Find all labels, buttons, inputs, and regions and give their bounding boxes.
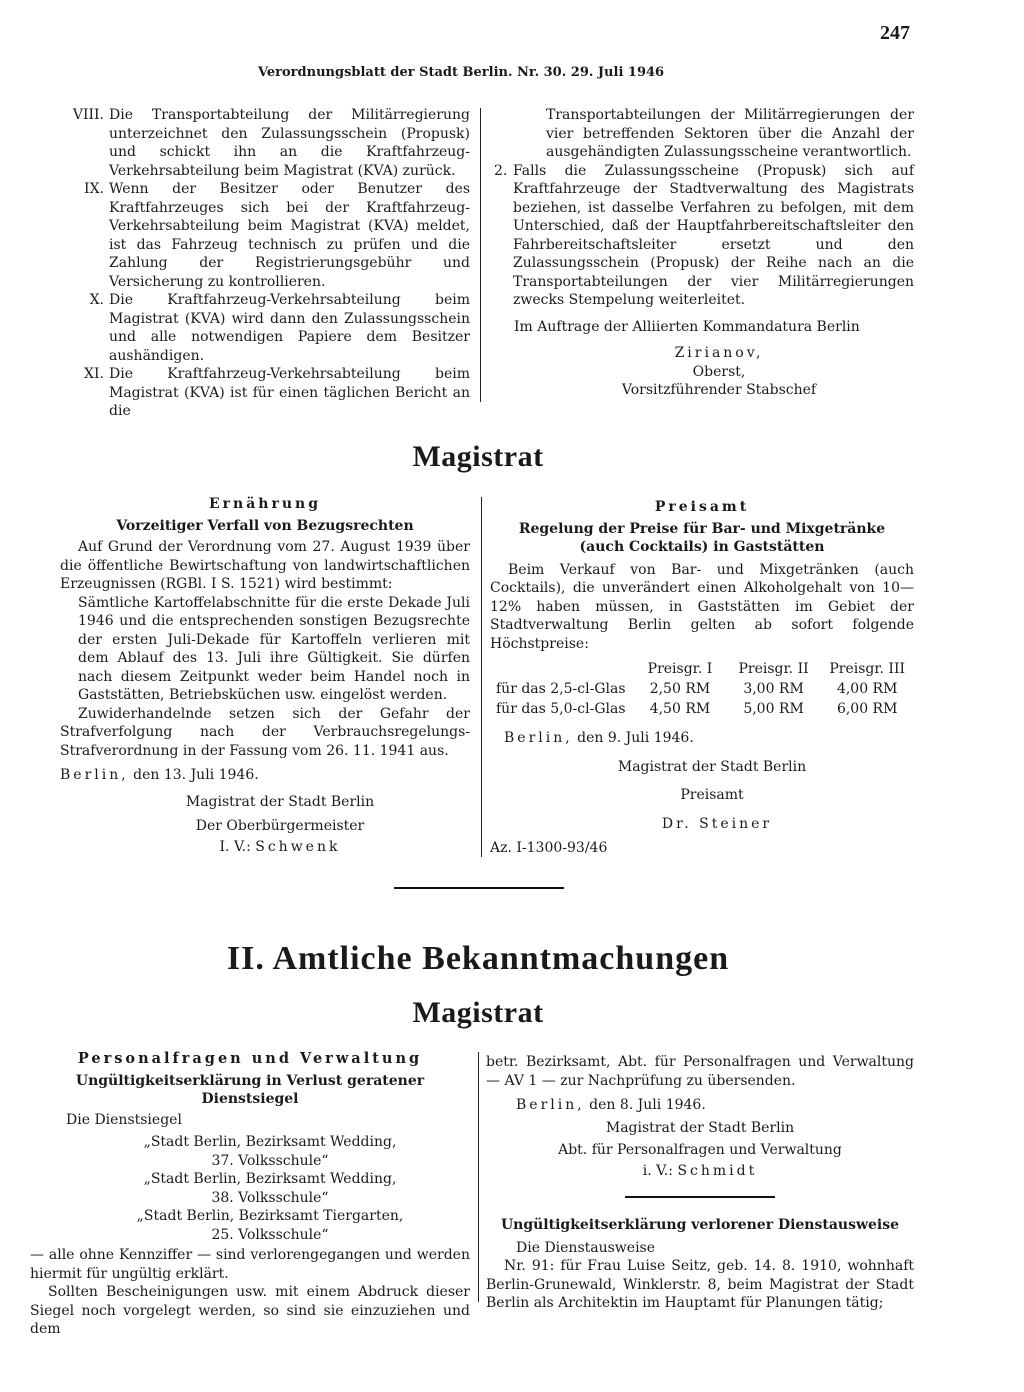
table-row: für das 5,0-cl-Glas 4,50 RM 5,00 RM 6,00 RM	[496, 701, 898, 717]
list-item: X. Die Kraftfahrzeug-Verkehrsabteilung beim Magistrat (KVA) wird dann den Zulassungsschein und alle notwendigen Papiere dem Besitzer aushändigen.	[89, 292, 470, 364]
paragraph: — alle ohne Kennziffer — sind verlorengegangen und werden hiermit für ungültig erklärt.	[30, 1247, 470, 1282]
table-row: für das 2,5-cl-Glas 2,50 RM 3,00 RM 4,00 RM	[496, 681, 898, 697]
signature-line: Magistrat der Stadt Berlin	[185, 793, 375, 810]
notice-title: Regelung der Preise für Bar- und Mixgetränke (auch Cocktails) in Gaststätten	[518, 520, 886, 555]
continuation-text: betr. Bezirksamt, Abt. für Personalfragen und Verwaltung — AV 1 — zur Nachprüfung zu übersenden.	[486, 1054, 914, 1089]
top-left-column	[68, 106, 470, 421]
signature-title: Vorsitzführender Stabschef	[621, 382, 817, 398]
paragraph: Zuwiderhandelnde setzen sich der Gefahr der Strafverfolgung nach der Verbrauchsregelungs-Strafverordnung in der Fassung vom 26. 11. 1941 aus.	[60, 705, 470, 759]
seal-notice-continued	[486, 1053, 914, 1313]
date-line: Berlin, den 8. Juli 1946.	[516, 1097, 706, 1113]
top-right-column	[494, 106, 914, 400]
paragraph: Auf Grund der Verordnung vom 27. August 1939 über die öffentliche Bewirtschaftung von landwirtschaftlichen Erzeugnissen (RGBl. I S. 1521) wird bestimmt:	[60, 539, 470, 592]
list-item: „Stadt Berlin, Bezirksamt Tiergarten, 25. Volksschule“	[136, 1208, 404, 1243]
signature-line: Magistrat der Stadt Berlin	[605, 1119, 795, 1136]
notice-title: Vorzeitiger Verfall von Bezugsrechten	[116, 517, 414, 534]
paragraph: Sämtliche Kartoffelabschnitte für die erste Dekade Juli 1946 und die entsprechenden sonstigen Bezugsrechte der ersten Juli-Dekade für Kartoffeln verlieren mit dem Ablauf des 13. Juli ihre Gültigkeit. Sie dürfen nach diesem Zeitpunkt weder beim Handel noch in Gaststätten, Betriebsküchen usw. eingelöst werden.	[78, 594, 470, 703]
authority-line: Im Auftrage der Alliierten Kommandatura Berlin	[514, 318, 860, 335]
section-heading: Magistrat	[412, 996, 544, 1029]
signature-line: Der Oberbürgermeister	[195, 818, 365, 834]
price-notice	[490, 498, 914, 858]
column-divider	[478, 1052, 479, 1302]
list-item: 2. Falls die Zulassungsscheine (Propusk) sich auf Kraftfahrzeuge der Stadtverwaltung des Magistrats beziehen, ist dasselbe Verfahren zu befolgen, mit dem Unterschied, daß der Hauptfahrbereitschaftsleiter den Fahrbereitschaftsleiter ersetzt und den Zulassungsschein (Propusk) der Reihe nach an die Transportabteilungen der vier Militärregierungen zwecks Stempelung weiterleitet.	[494, 162, 914, 308]
paragraph: Beim Verkauf von Bar- und Mixgetränken (auch Cocktails), die unverändert einen Alkoholgehalt von 10—12% haben müssen, in Gaststätten im Gebiet der Stadtverwaltung Berlin gelten ab sofort folgende Höchstpreise:	[490, 561, 914, 652]
signature-line: i. V.: Schmidt	[642, 1162, 758, 1179]
signature-rank: Oberst,	[692, 363, 746, 380]
list-item: IX. Wenn der Besitzer oder Benutzer des Kraftfahrzeuges sich bei der Kraftfahrzeug-Verkehrsabteilung beim Magistrat (KVA) meldet, ist das Fahrzeug technisch zu prüfen und die Zahlung der Registrierungsgebühr und Versicherung zu kontrollieren.	[84, 181, 470, 290]
running-title: Verordnungsblatt der Stadt Berlin. Nr. 30. 29. Juli 1946	[258, 65, 665, 80]
department-title: Ernährung	[209, 496, 321, 512]
section-heading: Magistrat	[412, 440, 544, 473]
paragraph: Sollten Bescheinigungen usw. mit einem Abdruck dieser Siegel noch vorgelegt werden, so sind sie einzuziehen und dem	[30, 1284, 470, 1337]
part-heading: II. Amtliche Bekanntmachungen	[226, 940, 730, 977]
food-notice	[60, 495, 470, 856]
seal-list	[30, 1133, 420, 1244]
list-item: „Stadt Berlin, Bezirksamt Wedding, 37. Volksschule“	[143, 1134, 397, 1169]
list-item: „Stadt Berlin, Bezirksamt Wedding, 38. Volksschule“	[143, 1171, 397, 1206]
page-number: 247	[880, 22, 910, 44]
notice-title: Ungültigkeitserklärung verlorener Dienstausweise	[500, 1217, 900, 1233]
paragraph: Die Dienstausweise	[516, 1239, 656, 1256]
signature-name: Zirianov,	[674, 345, 764, 361]
list-item: VIII. Die Transportabteilung der Militärregierung unterzeichnet den Zulassungsschein (Propusk) und schickt ihn an die Kraftfahrzeug-Verkehrsabteilung beim Magistrat (KVA) zurück.	[72, 107, 470, 179]
seal-notice	[30, 1050, 470, 1339]
continuation-text: Transportabteilungen der Militärregierungen der vier betreffenden Sektoren über die Anzahl der ausgehändigten Zulassungsscheine verantwortlich.	[546, 107, 914, 160]
signature-line: Magistrat der Stadt Berlin	[617, 758, 807, 775]
notice-title: Ungültigkeitserklärung in Verlust geratener Dienstsiegel	[75, 1072, 425, 1107]
column-divider	[481, 497, 482, 857]
signature-line: Dr. Steiner	[661, 815, 773, 832]
signature-line: Abt. für Personalfragen und Verwaltung	[558, 1142, 842, 1158]
section-separator	[394, 887, 564, 889]
signature-line: I. V.: Schwenk	[219, 838, 341, 855]
signature-line: Preisamt	[680, 787, 744, 803]
date-line: Berlin, den 13. Juli 1946.	[60, 767, 259, 783]
paragraph: Die Dienstsiegel	[66, 1111, 182, 1128]
paragraph: Nr. 91: für Frau Luise Seitz, geb. 14. 8. 1910, wohnhaft Berlin-Grunewald, Winklerstr. 8, beim Magistrat der Stadt Berlin als Architektin im Hauptamt für Planungen tätig;	[486, 1258, 914, 1311]
section-separator	[625, 1196, 775, 1198]
column-divider	[480, 108, 481, 402]
table-header-row: Preisgr. I Preisgr. II Preisgr. III	[647, 661, 906, 677]
department-title: Preisamt	[654, 499, 750, 515]
department-title: Personalfragen und Verwaltung	[77, 1050, 423, 1067]
list-item: XI. Die Kraftfahrzeug-Verkehrsabteilung beim Magistrat (KVA) ist für einen täglichen Bericht an die	[84, 366, 470, 419]
date-line: Berlin, den 9. Juli 1946.	[504, 730, 694, 746]
reference-number: Az. I-1300-93/46	[490, 840, 608, 856]
price-table	[490, 659, 914, 719]
